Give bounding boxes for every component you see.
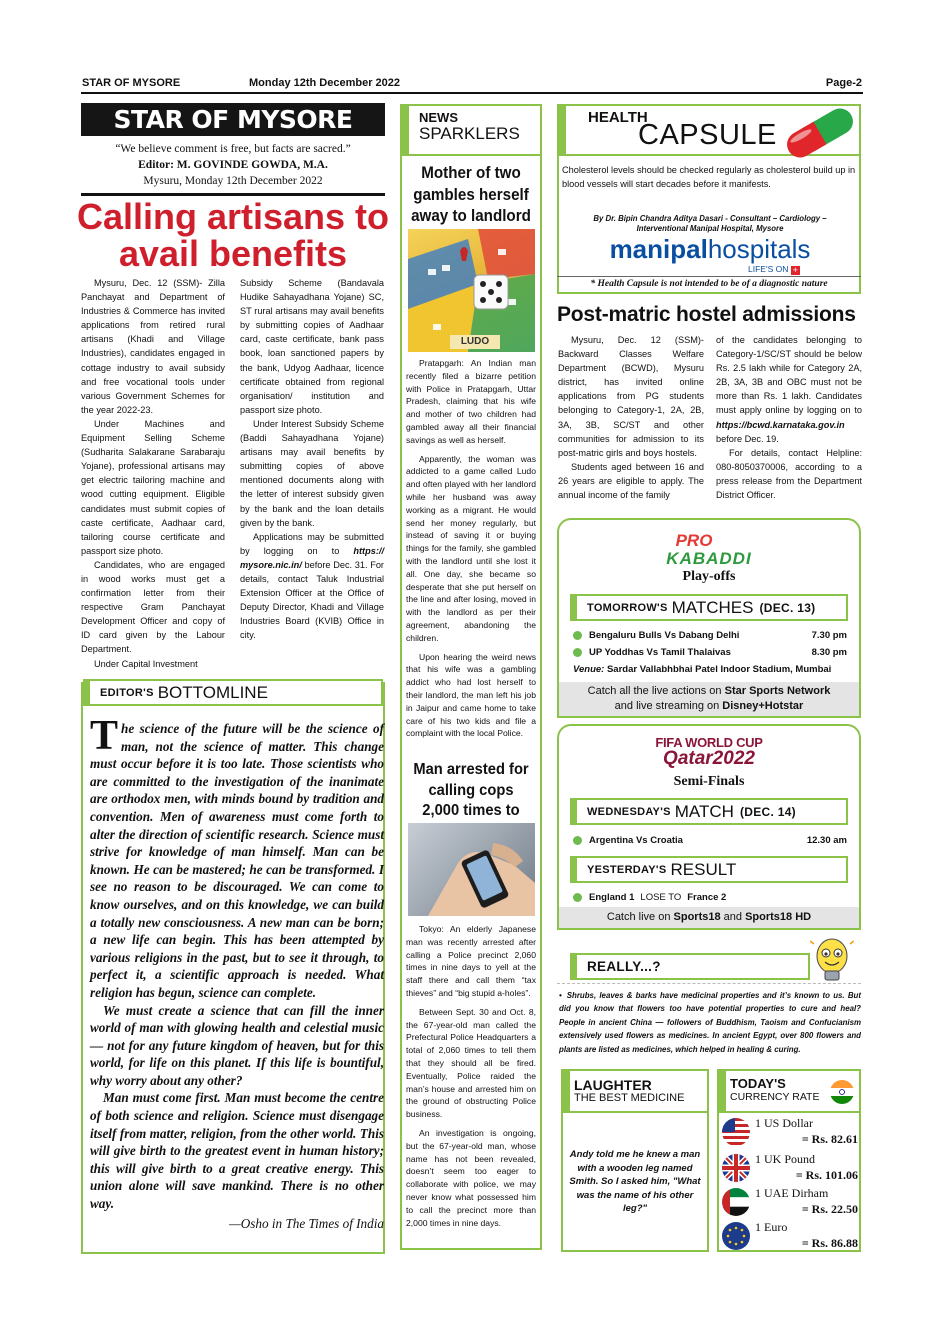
sparkler1-paragraph: Apparently, the woman was addicted to a game called Ludo and often played with her landlord while her husband was away working as a migrant. He would send her money regularly, but instead of saving it or buying things for the family, she gambled with the landlord until she lost it all. One day, she became so desperate that she put herself on the line and after losing, moved in with the landlord as per their agreement, abandoning the children. xyxy=(406,453,536,643)
ludo-board-graphic xyxy=(408,229,535,352)
editorial-credit: —Osho in The Times of India xyxy=(229,1215,384,1231)
bullet-icon xyxy=(573,631,582,640)
fifa-stage: Semi-Finals xyxy=(673,774,745,789)
india-flag-icon xyxy=(830,1080,854,1104)
editorial-body xyxy=(90,713,384,1232)
lead-paragraph: Candidates, who are engaged in wood works must get a confirmation letter from their respective Gram Panchayat Development Officer and copy of ID card given by the Labour Department. xyxy=(81,559,225,655)
kabaddi-stage: Play-offs xyxy=(682,569,736,584)
editorial-dropcap: T xyxy=(90,713,119,759)
fifa-broadcast: Catch live on Sports18 and Sports18 HD xyxy=(559,907,859,928)
fifa-match-list xyxy=(573,832,847,849)
hostel-paragraph: For details, contact Helpline: 080-8050370006, according to a press release from the Department District Officer. xyxy=(716,447,862,501)
sparkler2-paragraph: Between Sept. 30 and Oct. 8, the 67-year-old man called the Prefectural Police Headquarters a total of 2,060 times to tell them that they should all be fired. Eventually, Police raided the man’s house and arrested him on the ground of obstructing Police business. xyxy=(406,1006,536,1120)
health-tab: HEALTH CAPSULE xyxy=(559,106,859,156)
really-tab: REALLY...? xyxy=(570,953,810,980)
lead-paragraph: Subsidy Scheme (Bandavala Hudike Sahayadhana Yojane) SC, ST rural artisans may avail benefits by submitting copies of Aadhaar card, caste certificate, bank pass book, loan sanctioned papers by the bank, Udyog Aadhaar, licence certificate obtained from regional organisation/ institution and passport size photo. xyxy=(240,278,384,415)
match-row: Bengaluru Bulls Vs Dabang Delhi 7.30 pm xyxy=(573,627,847,644)
sparkler2-paragraph: An investigation is ongoing, but the 67-year-old man, whose name has not been revealed, doesn’t seem too eager to collaborate with police, we may never know what possessed him to call the precinct more than 2,000 times in nine days. xyxy=(406,1127,536,1228)
uk-flag-icon xyxy=(722,1154,750,1182)
manipal-logo: manipalhospitals xyxy=(609,234,811,264)
phone-call-image xyxy=(408,823,535,916)
laughter-joke: Andy told me he knew a man with a wooden leg named Smith. So I asked him, "What was the name of his other leg?" xyxy=(569,1149,701,1214)
bullet-icon xyxy=(573,836,582,845)
hand-phone-graphic xyxy=(408,823,535,916)
currency-tab: TODAY'S CURRENCY RATE xyxy=(719,1071,859,1113)
lead-column-1 xyxy=(81,276,225,671)
header-paper-name: STAR OF MYSORE xyxy=(82,77,181,89)
laughter-tab: LAUGHTER THE BEST MEDICINE xyxy=(563,1071,707,1113)
sparkler1-paragraph: Upon hearing the weird news that his wife was a gambling addict who had lost herself to their landlord, the man left his job in Jaipur and came home to take care of his two kids and file a complaint with the local Police. xyxy=(406,651,536,739)
manipal-tagline: LIFE'S ON + xyxy=(748,264,798,275)
editorial-tab: EDITOR'S BOTTOMLINE xyxy=(83,679,383,706)
health-byline: By Dr. Bipin Chandra Aditya Dasari - Consultant – Cardiology – Interventional Manipal Hospital, Mysore xyxy=(593,214,827,233)
masthead-motto: “We believe comment is free, but facts are sacred.” xyxy=(115,143,351,155)
hostel-paragraph: Mysuru, Dec. 12 (SSM)-Backward Classes Welfare Department (BCWD), Mysuru district, has invited online applications from PG students belonging to Category-1, 2A, 2B, 3A, 3B, SC/ST and other communities for admission to its post-matric girls and boys hostels. xyxy=(558,335,704,458)
really-text: • Shrubs, leaves & barks have medicinal properties and it’s known to us. But did you know that flowers too have potential properties to cure and heal? People in ancient China — followers of Buddhism, Taoism and Confucianism extensively used flowers as medicines. In ancient Egypt, over 800 flowers and plants are listed as medicines, which helped in healing & curing. xyxy=(559,991,861,1054)
us-flag-icon xyxy=(722,1118,750,1146)
editorial-paragraph: The science of the future will be the science of man, not the science of matter. This change must occur before it is too late. Those scientists who are committed to the investigation of the inanimate are orthodox men, with minds bound by tradition and convention. Men of awareness must come forth to alter the direction of scientific research. Science must strive for knowledge of man himself. Man can be known. He can be mastered; he can be transformed. I see no reason to be discouraged. We can come to know ourselves, and on this knowledge, we can build a totally new consciousness. A new man can be born; a new life can begin. This has been attempted by various religions in the past, but to see it through, to perfect it, a scientific approach is needed. What religion has begun, science can complete. xyxy=(90,713,384,1000)
lead-apply-paragraph: Applications may be submitted by logging on to https:// mysore.nic.in/ before Dec. 31. For details, contact Taluk Industrial Extension Officer at the Office of Deputy Director, Khadi and Village Industries Board (KVIB) Office in city. xyxy=(240,531,384,641)
header-date: Monday 12th December 2022 xyxy=(249,77,401,89)
sparkler2-headline: Man arrested for calling cops 2,000 times to xyxy=(413,761,529,819)
health-disclaimer: * Health Capsule is not intended to be of a diagnostic nature xyxy=(590,279,828,289)
masthead-title: STAR OF MYSORE xyxy=(81,103,385,136)
really-divider xyxy=(557,983,861,984)
kabaddi-matches-tab: TOMORROW'S MATCHES (DEC. 13) xyxy=(570,594,848,621)
health-divider xyxy=(557,276,861,277)
plus-icon: + xyxy=(792,265,798,275)
ludo-image xyxy=(408,229,535,352)
health-text: Cholesterol levels should be checked regularly as cholesterol build up in blood vessels will start decades before it manifests. xyxy=(562,165,856,189)
result-row: England 1 LOSE TO France 2 xyxy=(573,889,847,906)
mysore-nic-link[interactable]: https:// mysore.nic.in/ xyxy=(240,545,384,570)
masthead-dateline: Mysuru, Monday 12th December 2022 xyxy=(143,175,323,187)
lead-paragraph: Mysuru, Dec. 12 (SSM)- Zilla Panchayat and Department of Industries & Commerce has invited applications from retired rural artisans (Khadi and Village Industries), candidates engaged in cottage industry to avail subsidy and free vocational tools under various Government Schemes for the year 2022-23. xyxy=(81,278,225,415)
uae-flag-icon xyxy=(722,1188,750,1216)
sparkler2-paragraph: Tokyo: An elderly Japanese man was recently arrested after calling a Police precinct 2,060 times in nine days to yell at the staff there and call them “tax thieves” and “big stupid a-holes”. xyxy=(406,924,536,998)
kabaddi-broadcast: Catch all the live actions on Star Sports Network and live streaming on Disney+Hotstar xyxy=(559,682,859,716)
kabaddi-match-list xyxy=(573,627,847,678)
sparkler2-body xyxy=(406,923,536,1229)
hostel-column-1 xyxy=(558,333,704,502)
hostel-headline: Post-matric hostel admissions xyxy=(557,303,856,326)
fifa-match-tab: WEDNESDAY'S MATCH (DEC. 14) xyxy=(570,798,848,825)
sparkler1-body xyxy=(406,357,536,740)
match-row: UP Yoddhas Vs Tamil Thalaivas 8.30 pm xyxy=(573,644,847,661)
fifa-logo: FIFA WORLD CUP Qatar2022 xyxy=(655,735,763,769)
header-rule xyxy=(81,92,863,94)
capsule-pill-icon xyxy=(778,108,862,158)
currency-row: 1 US Dollar = Rs. 82.61 xyxy=(722,1115,858,1149)
bullet-icon xyxy=(573,893,582,902)
editorial-paragraph: Man must come first. Man must become the centre of both science and religion. Science must disengage itself from matter, religion, from the other world. This will give birth to the greatest event in human history; this will give birth to a great creative energy. This union alone will save mankind. There is no other way. xyxy=(90,1090,384,1212)
bulb-mascot-icon xyxy=(810,936,854,986)
header-page-number: Page-2 xyxy=(825,77,862,89)
sparkler1-paragraph: Pratapgarh: An Indian man recently filed a bizarre petition with Police in Pratapgarh, Uttar Pradesh, claiming that his wife and mother of two children had gambled away all their financial savings as well as herself. xyxy=(406,358,536,445)
lead-column-2 xyxy=(240,276,384,642)
fifa-result-list xyxy=(573,889,847,906)
lead-paragraph: Under Capital Investment xyxy=(94,658,198,669)
hostel-paragraph: of the candidates belonging to Category-1/SC/ST should be below Rs. 2.5 lakh while for Category 2A, 2B, 3A, 3B and OBC must not be more than Rs. 1 lakh. Candidates must apply online by logging on to https://bcwd.karnataka.gov.in before Dec. 19. xyxy=(716,335,862,444)
ludo-label: LUDO xyxy=(450,335,500,349)
kabaddi-venue: Venue: Sardar Vallabhbhai Patel Indoor Stadium, Mumbai xyxy=(573,664,832,675)
lead-paragraph: Under Machines and Equipment Selling Scheme (Sudharita Salakarane Sarabaraju Yojane), professional artisans may get electric tailoring machine and wood cutting equipment. Eligible candidates must submit copies of caste certificate, Aadhaar card, tailoring course certificate and passport size photo. xyxy=(81,418,225,556)
currency-row: 1 UK Pound = Rs. 101.06 xyxy=(722,1151,858,1185)
currency-row: 1 UAE Dirham = Rs. 22.50 xyxy=(722,1185,858,1219)
masthead-editor: Editor: M. GOVINDE GOWDA, M.A. xyxy=(138,159,328,171)
lead-headline: Calling artisans to avail benefits xyxy=(76,196,390,274)
hostel-paragraph: Students aged between 16 and 26 years are eligible to apply. The annual income of the family xyxy=(558,461,704,501)
bcwd-link[interactable]: https://bcwd.karnataka.gov.in xyxy=(716,419,845,430)
sparklers-tab: NEWS SPARKLERS xyxy=(402,106,540,156)
fifa-result-tab: YESTERDAY'S RESULT xyxy=(570,856,848,883)
bullet-icon: • xyxy=(559,991,562,1000)
kabaddi-logo: PRO KABADDI xyxy=(666,531,752,568)
masthead-block xyxy=(81,141,385,189)
eu-flag-icon xyxy=(722,1222,750,1250)
match-row: Argentina Vs Croatia 12.30 am xyxy=(573,832,847,849)
lead-paragraph: Under Interest Subsidy Scheme (Baddi Sahayadhana Yojane) artisans may avail benefits by submitting copies of above mentioned documents along with the letter of interest subsidy given by the bank and the loan details given by the bank. xyxy=(240,418,384,528)
hostel-column-2 xyxy=(716,333,862,502)
bullet-icon xyxy=(573,648,582,657)
sparkler1-headline: Mother of two gambles herself away to landlord xyxy=(411,164,531,225)
editorial-paragraph: We must create a science that can fill the inner world of man with glowing health and celestial music — not for any future kingdom of heaven, but for this world, for life on this planet. If this life is bountiful, why worry about any other? xyxy=(90,1002,384,1088)
currency-row: 1 Euro = Rs. 86.88 xyxy=(722,1219,858,1253)
